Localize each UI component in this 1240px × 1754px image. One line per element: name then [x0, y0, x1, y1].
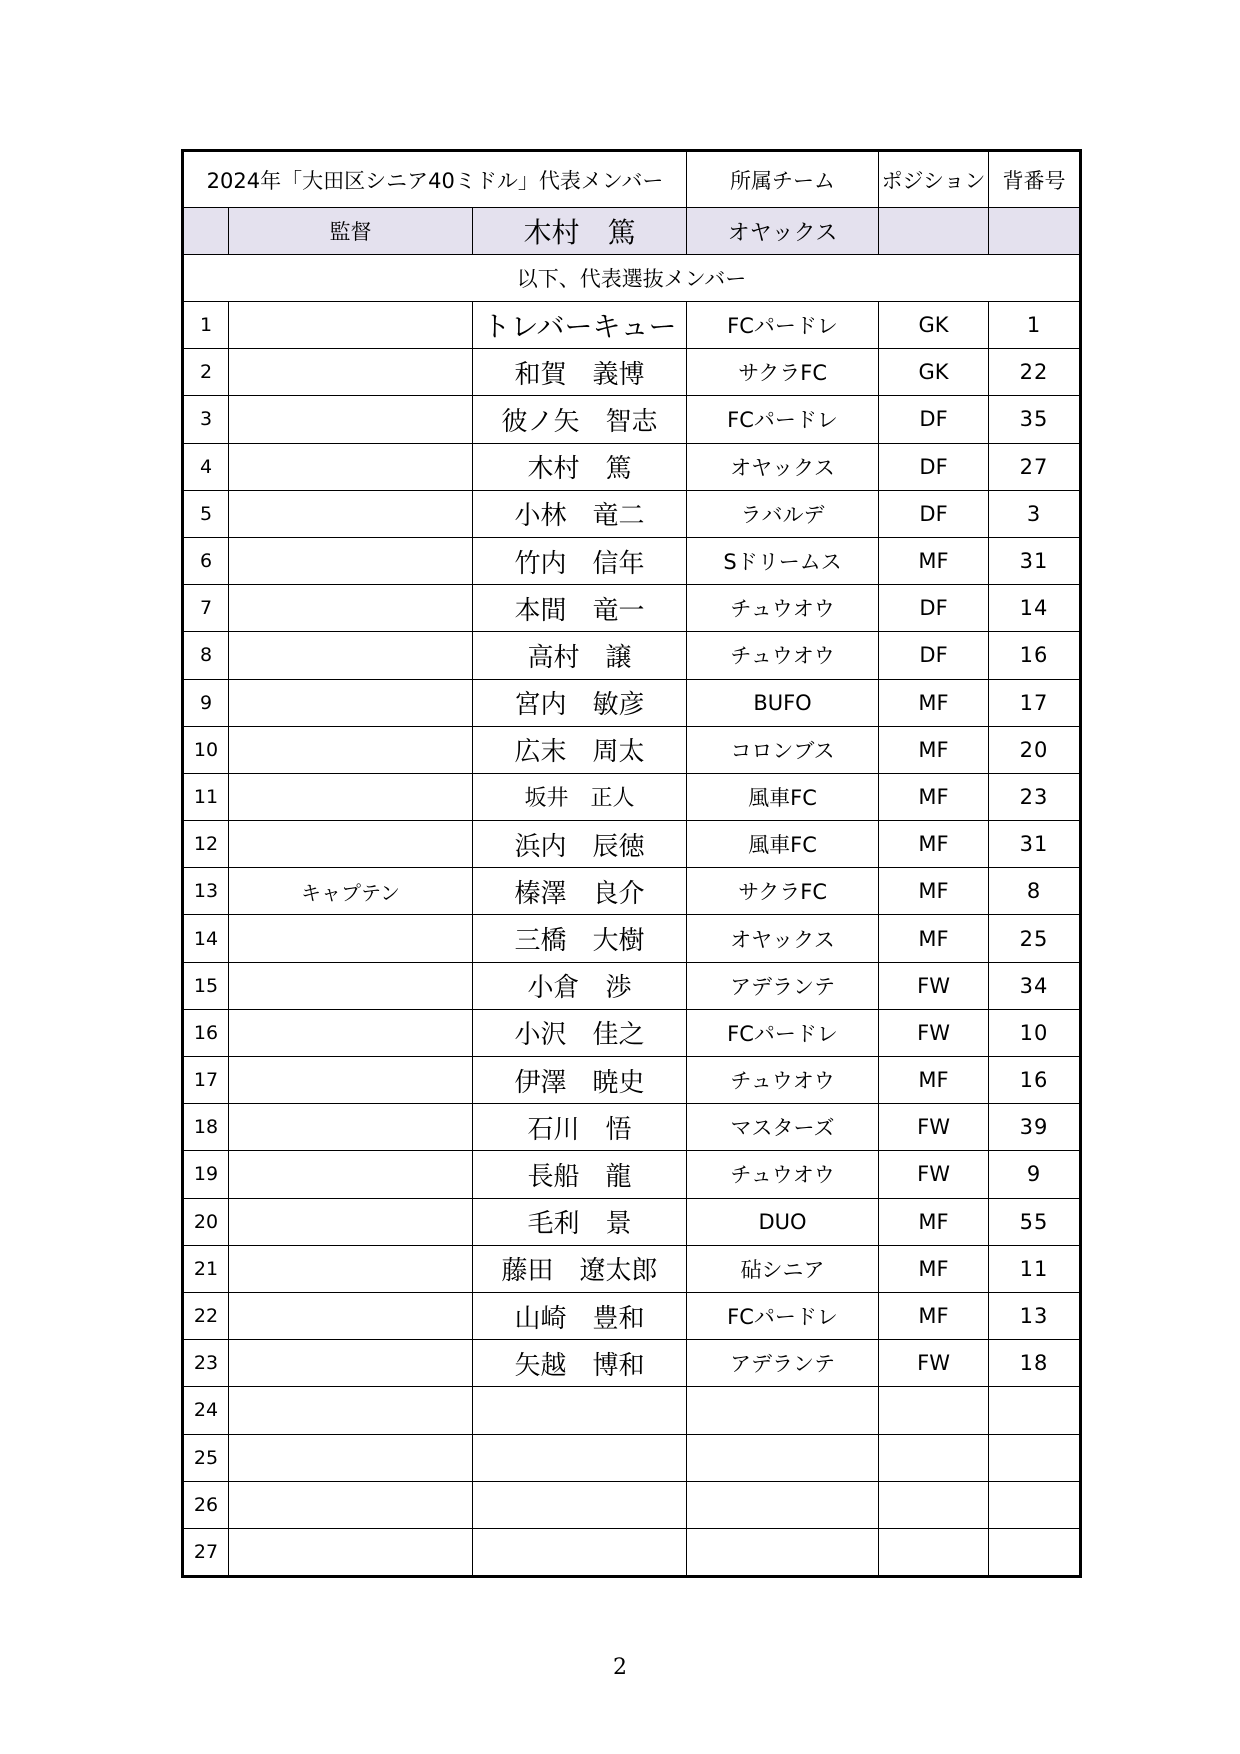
player-position: MF [879, 679, 989, 726]
player-name [473, 1528, 687, 1576]
player-name: 伊澤 暁史 [473, 1057, 687, 1104]
player-number: 15 [183, 962, 229, 1009]
player-name: 毛利 景 [473, 1198, 687, 1245]
player-number: 20 [183, 1198, 229, 1245]
player-number: 24 [183, 1387, 229, 1434]
player-name: 本間 竜一 [473, 585, 687, 632]
header-row [183, 151, 1081, 208]
player-team: FCパードレ [687, 302, 879, 349]
player-shirt-number: 34 [989, 962, 1081, 1009]
page-number: 2 [613, 1655, 627, 1680]
player-position: GK [879, 302, 989, 349]
player-row [183, 302, 1081, 349]
player-position: MF [879, 1245, 989, 1292]
player-number: 27 [183, 1528, 229, 1576]
player-team: オヤックス [687, 915, 879, 962]
player-shirt-number: 8 [989, 868, 1081, 915]
player-position: FW [879, 1340, 989, 1387]
player-row [183, 1198, 1081, 1245]
player-shirt-number: 25 [989, 915, 1081, 962]
player-row [183, 726, 1081, 773]
player-position: MF [879, 1057, 989, 1104]
player-number: 2 [183, 349, 229, 396]
player-shirt-number: 3 [989, 490, 1081, 537]
player-position [879, 1528, 989, 1576]
player-position: DF [879, 585, 989, 632]
player-shirt-number: 22 [989, 349, 1081, 396]
player-name: 榛澤 良介 [473, 868, 687, 915]
player-role [229, 726, 473, 773]
player-position: DF [879, 632, 989, 679]
player-role [229, 915, 473, 962]
player-team: ラバルデ [687, 490, 879, 537]
player-row [183, 915, 1081, 962]
player-row [183, 1387, 1081, 1434]
player-role [229, 1434, 473, 1481]
player-position: MF [879, 868, 989, 915]
coach-num-cell [183, 208, 229, 255]
player-number: 11 [183, 773, 229, 820]
selection-note: 以下、代表選抜メンバー [183, 255, 1081, 302]
player-number: 17 [183, 1057, 229, 1104]
position-column-header: ポジション [879, 151, 989, 208]
player-position: MF [879, 821, 989, 868]
player-shirt-number [989, 1528, 1081, 1576]
roster-table [181, 149, 1082, 1578]
player-shirt-number: 23 [989, 773, 1081, 820]
roster-sheet [181, 149, 1079, 1578]
player-number: 9 [183, 679, 229, 726]
player-role [229, 1198, 473, 1245]
player-team: 砧シニア [687, 1245, 879, 1292]
player-team: DUO [687, 1198, 879, 1245]
player-role [229, 632, 473, 679]
player-name: 小沢 佳之 [473, 1009, 687, 1056]
player-name: 浜内 辰徳 [473, 821, 687, 868]
player-role [229, 490, 473, 537]
player-row [183, 1528, 1081, 1576]
player-team: BUFO [687, 679, 879, 726]
player-shirt-number: 1 [989, 302, 1081, 349]
player-shirt-number: 55 [989, 1198, 1081, 1245]
roster-body [183, 151, 1081, 1577]
player-position: MF [879, 537, 989, 584]
player-row [183, 632, 1081, 679]
player-name: 矢越 博和 [473, 1340, 687, 1387]
player-row [183, 1057, 1081, 1104]
player-shirt-number: 20 [989, 726, 1081, 773]
player-shirt-number: 31 [989, 537, 1081, 584]
player-position: MF [879, 915, 989, 962]
player-team: オヤックス [687, 443, 879, 490]
player-name: 藤田 遼太郎 [473, 1245, 687, 1292]
player-row [183, 1104, 1081, 1151]
player-role [229, 1481, 473, 1528]
player-shirt-number: 17 [989, 679, 1081, 726]
player-team [687, 1528, 879, 1576]
player-row [183, 1340, 1081, 1387]
player-role [229, 537, 473, 584]
player-name [473, 1481, 687, 1528]
player-role [229, 585, 473, 632]
player-team: チュウオウ [687, 585, 879, 632]
player-shirt-number [989, 1387, 1081, 1434]
player-team: コロンブス [687, 726, 879, 773]
player-position: DF [879, 490, 989, 537]
player-number: 4 [183, 443, 229, 490]
player-shirt-number: 16 [989, 1057, 1081, 1104]
player-name: 石川 悟 [473, 1104, 687, 1151]
player-team: Sドリームス [687, 537, 879, 584]
player-row [183, 962, 1081, 1009]
player-name: 和賀 義博 [473, 349, 687, 396]
player-position: FW [879, 1151, 989, 1198]
coach-role: 監督 [229, 208, 473, 255]
player-team: チュウオウ [687, 1151, 879, 1198]
player-shirt-number: 13 [989, 1292, 1081, 1339]
player-row [183, 396, 1081, 443]
player-number: 22 [183, 1292, 229, 1339]
coach-row [183, 208, 1081, 255]
player-name [473, 1387, 687, 1434]
player-shirt-number: 9 [989, 1151, 1081, 1198]
player-name: 小林 竜二 [473, 490, 687, 537]
player-name: 高村 譲 [473, 632, 687, 679]
player-role [229, 1245, 473, 1292]
player-name: 彼ノ矢 智志 [473, 396, 687, 443]
player-row [183, 490, 1081, 537]
player-name: 宮内 敏彦 [473, 679, 687, 726]
player-row [183, 679, 1081, 726]
coach-position-cell [879, 208, 989, 255]
player-role [229, 443, 473, 490]
player-role [229, 1104, 473, 1151]
player-role [229, 1057, 473, 1104]
player-row [183, 349, 1081, 396]
number-column-header: 背番号 [989, 151, 1081, 208]
player-row [183, 1481, 1081, 1528]
player-number: 6 [183, 537, 229, 584]
player-row [183, 1245, 1081, 1292]
coach-team: オヤックス [687, 208, 879, 255]
player-shirt-number: 18 [989, 1340, 1081, 1387]
player-number: 18 [183, 1104, 229, 1151]
player-number: 19 [183, 1151, 229, 1198]
player-shirt-number [989, 1481, 1081, 1528]
player-number: 23 [183, 1340, 229, 1387]
player-name: 木村 篤 [473, 443, 687, 490]
player-shirt-number: 10 [989, 1009, 1081, 1056]
player-role [229, 302, 473, 349]
team-column-header: 所属チーム [687, 151, 879, 208]
player-position: MF [879, 773, 989, 820]
player-role: キャプテン [229, 868, 473, 915]
player-number: 12 [183, 821, 229, 868]
player-number: 7 [183, 585, 229, 632]
player-number: 8 [183, 632, 229, 679]
player-row [183, 443, 1081, 490]
player-shirt-number: 11 [989, 1245, 1081, 1292]
player-position [879, 1481, 989, 1528]
player-role [229, 962, 473, 1009]
player-role [229, 1151, 473, 1198]
player-shirt-number: 39 [989, 1104, 1081, 1151]
player-team [687, 1434, 879, 1481]
player-role [229, 1009, 473, 1056]
player-number: 5 [183, 490, 229, 537]
player-position: MF [879, 1292, 989, 1339]
player-position: FW [879, 1104, 989, 1151]
player-row [183, 1434, 1081, 1481]
player-team: FCパードレ [687, 1009, 879, 1056]
player-name: トレバーキュー [473, 302, 687, 349]
player-role [229, 1340, 473, 1387]
player-team: FCパードレ [687, 1292, 879, 1339]
player-row [183, 585, 1081, 632]
player-position: FW [879, 962, 989, 1009]
player-shirt-number: 27 [989, 443, 1081, 490]
player-row [183, 1292, 1081, 1339]
player-role [229, 1292, 473, 1339]
player-team [687, 1481, 879, 1528]
player-row [183, 1009, 1081, 1056]
player-shirt-number: 31 [989, 821, 1081, 868]
player-team: チュウオウ [687, 1057, 879, 1104]
player-number: 10 [183, 726, 229, 773]
player-shirt-number: 14 [989, 585, 1081, 632]
player-team [687, 1387, 879, 1434]
player-row [183, 773, 1081, 820]
player-row [183, 537, 1081, 584]
player-row [183, 868, 1081, 915]
player-shirt-number [989, 1434, 1081, 1481]
player-number: 25 [183, 1434, 229, 1481]
player-team: アデランテ [687, 1340, 879, 1387]
player-team: チュウオウ [687, 632, 879, 679]
player-name: 坂井 正人 [473, 773, 687, 820]
player-number: 16 [183, 1009, 229, 1056]
player-team: サクラFC [687, 868, 879, 915]
player-position: MF [879, 726, 989, 773]
selection-note-row [183, 255, 1081, 302]
coach-number-cell [989, 208, 1081, 255]
player-number: 3 [183, 396, 229, 443]
player-position: GK [879, 349, 989, 396]
player-role [229, 396, 473, 443]
player-team: 風車FC [687, 821, 879, 868]
player-number: 13 [183, 868, 229, 915]
player-name [473, 1434, 687, 1481]
player-position: DF [879, 396, 989, 443]
player-team: マスターズ [687, 1104, 879, 1151]
player-shirt-number: 35 [989, 396, 1081, 443]
player-role [229, 1387, 473, 1434]
player-name: 山崎 豊和 [473, 1292, 687, 1339]
player-role [229, 349, 473, 396]
player-row [183, 821, 1081, 868]
player-role [229, 1528, 473, 1576]
player-position: MF [879, 1198, 989, 1245]
player-team: アデランテ [687, 962, 879, 1009]
player-team: FCパードレ [687, 396, 879, 443]
player-name: 長船 龍 [473, 1151, 687, 1198]
player-name: 三橋 大樹 [473, 915, 687, 962]
roster-title: 2024年「大田区シニア40ミドル」代表メンバー [183, 151, 687, 208]
player-row [183, 1151, 1081, 1198]
player-name: 広末 周太 [473, 726, 687, 773]
player-number: 14 [183, 915, 229, 962]
coach-name: 木村 篤 [473, 208, 687, 255]
player-number: 26 [183, 1481, 229, 1528]
player-name: 小倉 渉 [473, 962, 687, 1009]
player-team: 風車FC [687, 773, 879, 820]
player-name: 竹内 信年 [473, 537, 687, 584]
player-role [229, 773, 473, 820]
player-shirt-number: 16 [989, 632, 1081, 679]
player-position: FW [879, 1009, 989, 1056]
player-number: 21 [183, 1245, 229, 1292]
player-position [879, 1387, 989, 1434]
player-role [229, 679, 473, 726]
player-position: DF [879, 443, 989, 490]
player-position [879, 1434, 989, 1481]
player-team: サクラFC [687, 349, 879, 396]
player-role [229, 821, 473, 868]
player-number: 1 [183, 302, 229, 349]
